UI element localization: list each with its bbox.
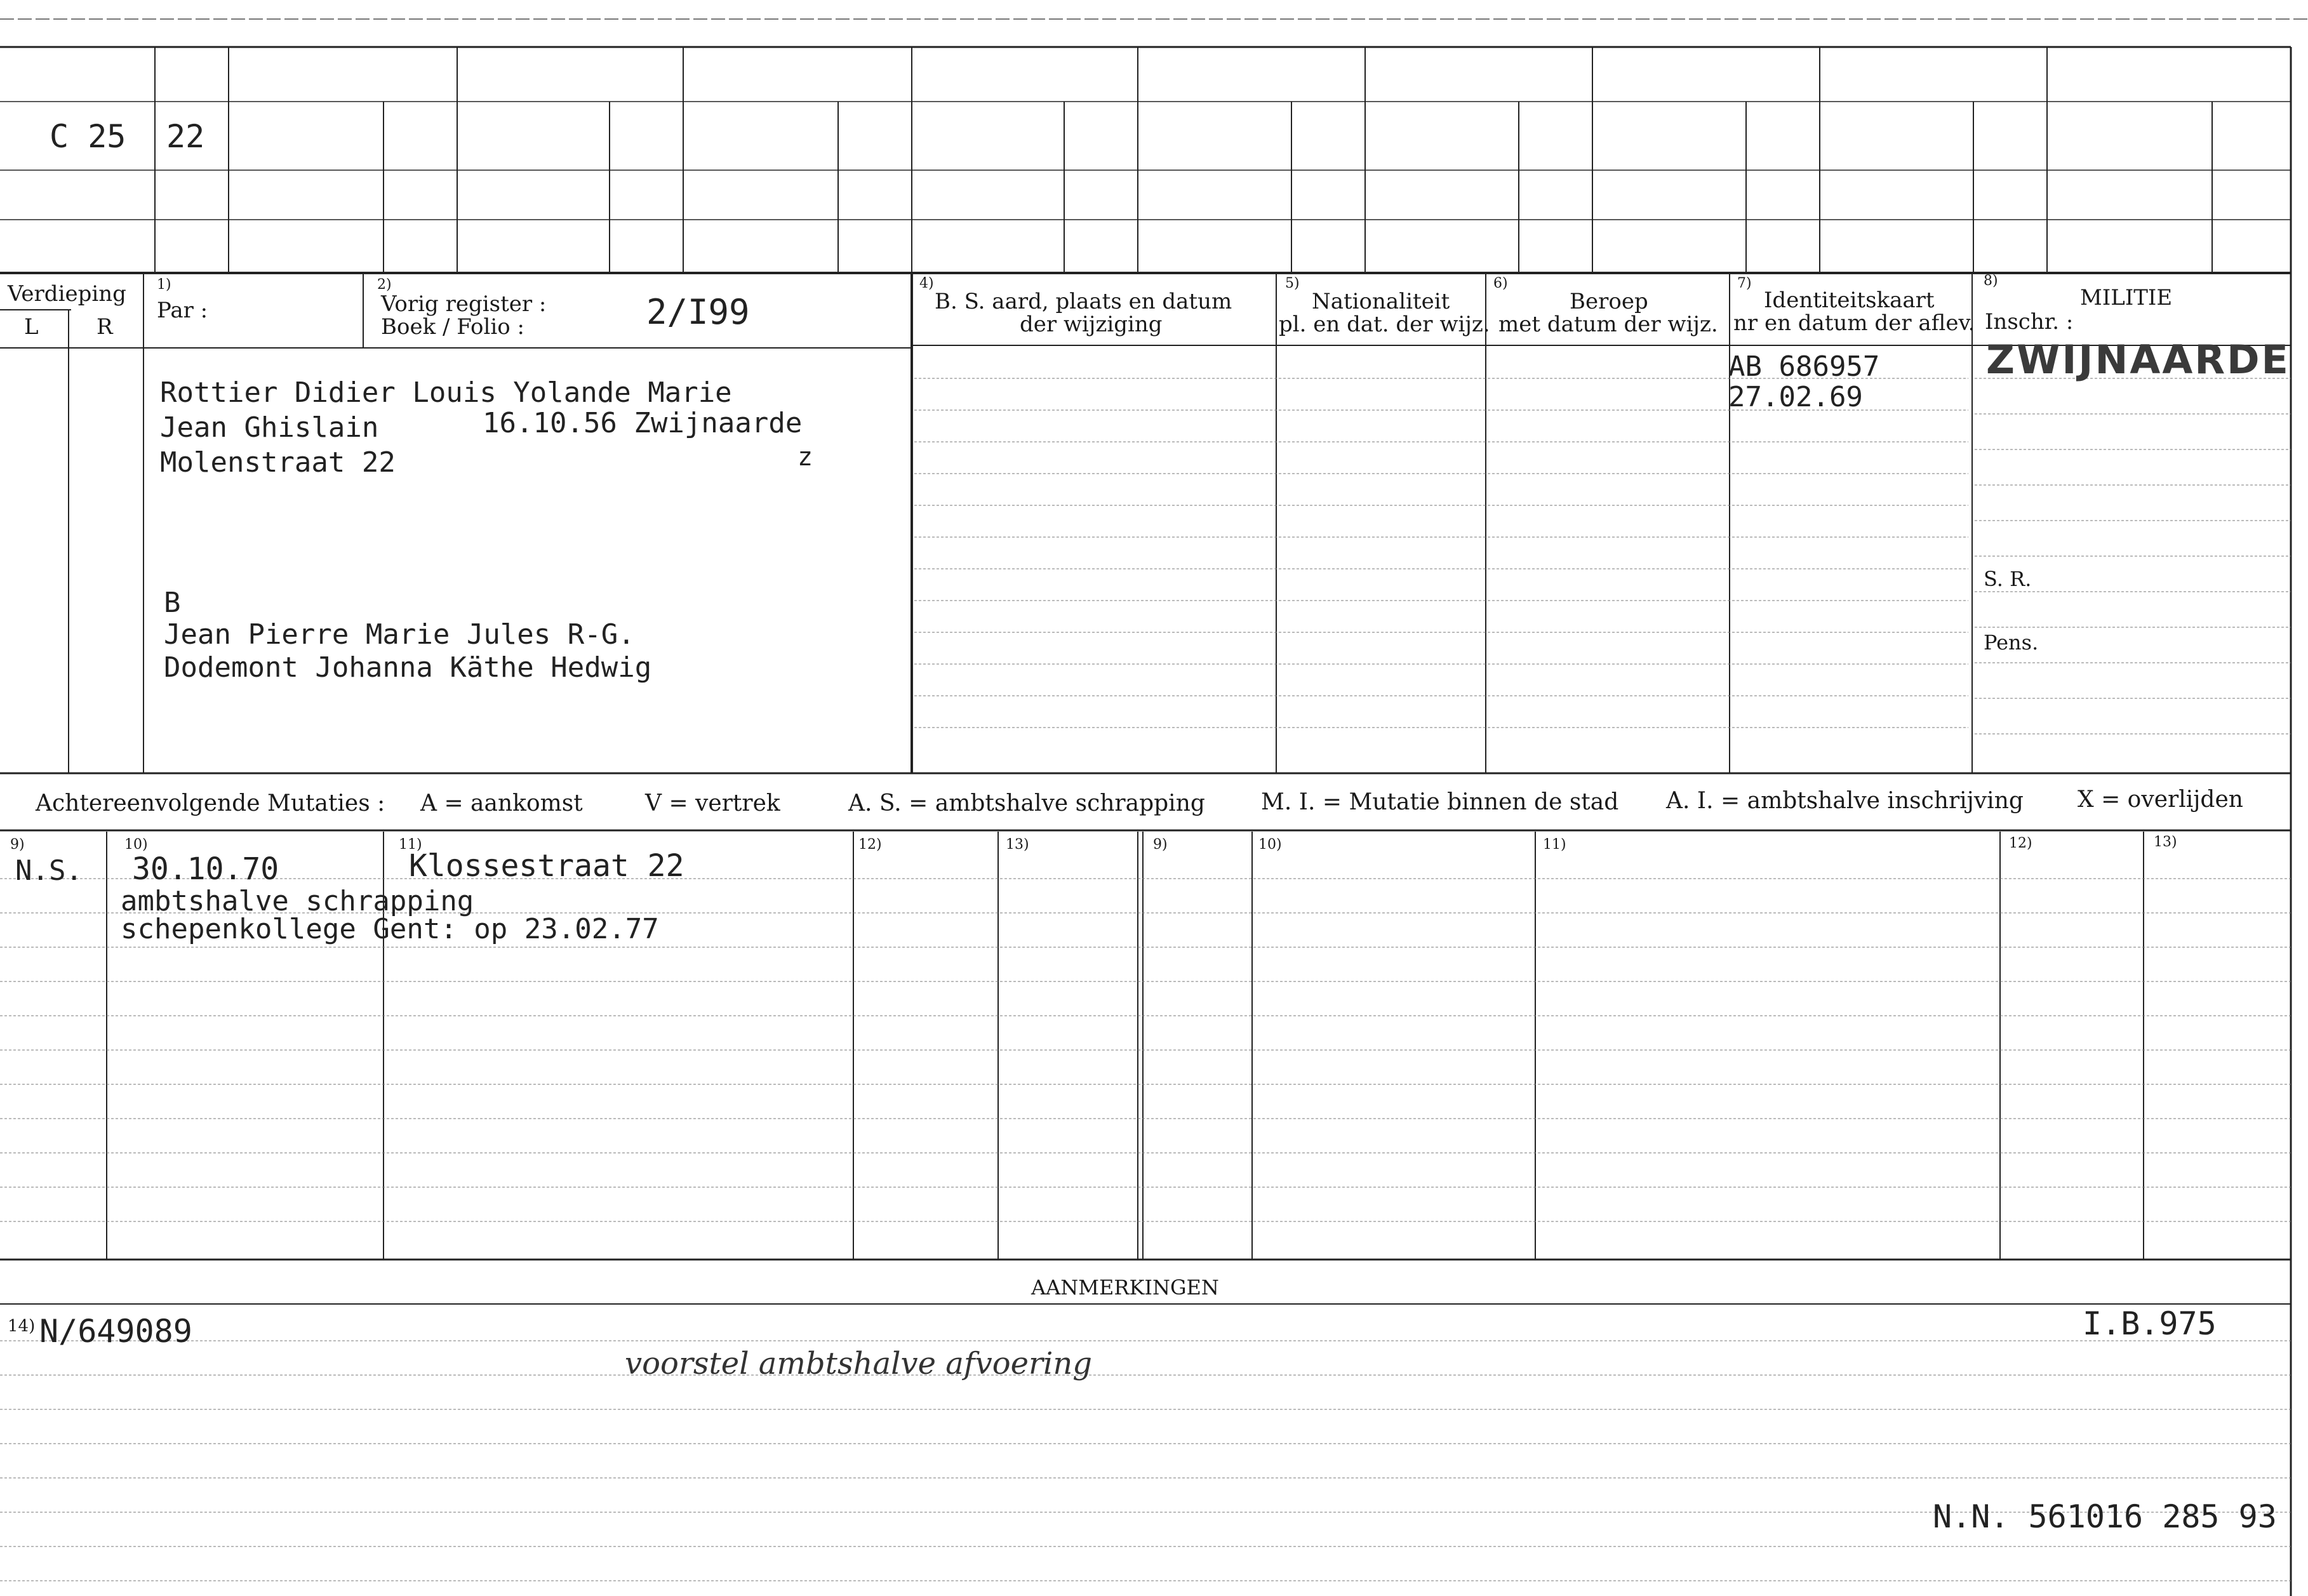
col5-header-line1: Nationaliteit bbox=[1312, 289, 1450, 314]
inschr-label: Inschr. : bbox=[1985, 309, 2074, 335]
vorig-register-label: Vorig register : bbox=[381, 291, 547, 317]
person-address: Molenstraat 22 bbox=[160, 446, 396, 479]
col7-header-line1: Identiteitskaart bbox=[1764, 288, 1935, 313]
mutation-date: 30.10.70 bbox=[132, 851, 279, 887]
pens-label: Pens. bbox=[1984, 630, 2039, 655]
top-code: C 25 bbox=[50, 118, 126, 155]
col2-number: 2) bbox=[377, 277, 392, 293]
col8-number: 8) bbox=[1984, 273, 1998, 289]
militie-stamp: ZWIJNAARDE bbox=[1986, 336, 2290, 383]
person-name-line: Rottier Didier Louis Yolande Marie bbox=[160, 376, 732, 409]
mutation-note-line1: ambtshalve schrapping bbox=[121, 885, 474, 917]
identity-card-date: 27.02.69 bbox=[1728, 381, 1863, 413]
par-label: Par : bbox=[157, 298, 208, 323]
mutation-code: N.S. bbox=[15, 855, 83, 887]
col4-header-line2: der wijziging bbox=[1020, 312, 1163, 337]
col6-header-line2: met datum der wijz. bbox=[1498, 312, 1718, 337]
mut-col-9-left: 9) bbox=[10, 837, 25, 853]
b-marker: B bbox=[164, 587, 181, 619]
boek-folio-label: Boek / Folio : bbox=[381, 314, 524, 340]
mut-col-9-right: 9) bbox=[1153, 837, 1168, 853]
top-number: 22 bbox=[166, 118, 205, 155]
legend-aankomst: A = aankomst bbox=[420, 790, 583, 816]
col4-number: 4) bbox=[919, 276, 934, 291]
mutations-legend-title: Achtereenvolgende Mutaties : bbox=[36, 790, 385, 816]
militie-header: MILITIE bbox=[2080, 285, 2173, 310]
remarks-handwritten-note: voorstel ambtshalve afvoering bbox=[625, 1346, 1092, 1381]
legend-ambtshalve-inschrijving: A. I. = ambtshalve inschrijving bbox=[1666, 788, 2024, 814]
col5-number: 5) bbox=[1285, 276, 1300, 291]
remarks-national-number: N.N. 561016 285 93 bbox=[1933, 1498, 2277, 1535]
col7-header-line2: nr en datum der aflev. bbox=[1733, 310, 1975, 336]
mutation-address: Klossestraat 22 bbox=[409, 848, 684, 884]
col1-number: 1) bbox=[157, 277, 171, 293]
col6-header-line1: Beroep bbox=[1570, 289, 1648, 314]
sr-label: S. R. bbox=[1984, 567, 2032, 591]
col4-header-line1: B. S. aard, plaats en datum bbox=[935, 289, 1232, 314]
remarks-number: 14) bbox=[8, 1317, 36, 1336]
identity-card-number: AB 686957 bbox=[1728, 350, 1880, 383]
register-value: 2/I99 bbox=[646, 292, 750, 332]
person-sex-mark: z bbox=[797, 442, 813, 472]
mut-col-12-right: 12) bbox=[2009, 835, 2032, 851]
mut-col-10-left: 10) bbox=[124, 837, 148, 853]
legend-ambtshalve-schrapping: A. S. = ambtshalve schrapping bbox=[848, 790, 1205, 816]
remarks-ib-number: I.B.975 bbox=[2083, 1305, 2217, 1342]
legend-vertrek: V = vertrek bbox=[645, 790, 780, 816]
remarks-file-number: N/649089 bbox=[39, 1313, 192, 1350]
col6-number: 6) bbox=[1493, 276, 1508, 291]
col7-number: 7) bbox=[1737, 276, 1752, 291]
mut-col-13-right: 13) bbox=[2154, 834, 2177, 850]
mut-col-11-right: 11) bbox=[1543, 837, 1566, 853]
legend-mutatie-binnen-stad: M. I. = Mutatie binnen de stad bbox=[1261, 789, 1619, 815]
legend-overlijden: X = overlijden bbox=[2078, 787, 2243, 813]
mut-col-12-left: 12) bbox=[858, 837, 882, 853]
verdieping-label: Verdieping bbox=[8, 281, 126, 307]
remarks-title: AANMERKINGEN bbox=[1031, 1275, 1219, 1300]
father-name: Jean Pierre Marie Jules R-G. bbox=[164, 618, 635, 651]
col5-header-line2: pl. en dat. der wijz. bbox=[1279, 312, 1490, 337]
right-label: R bbox=[97, 314, 113, 340]
mut-col-10-right: 10) bbox=[1258, 837, 1282, 853]
mother-name: Dodemont Johanna Käthe Hedwig bbox=[164, 651, 652, 684]
mut-col-11-left: 11) bbox=[399, 837, 422, 853]
person-first-names: Jean Ghislain bbox=[160, 411, 379, 444]
mutation-note-line2: schepenkollege Gent: op 23.02.77 bbox=[121, 913, 659, 945]
mut-col-13-left: 13) bbox=[1006, 837, 1029, 853]
person-birth: 16.10.56 Zwijnaarde bbox=[483, 407, 803, 439]
left-label: L bbox=[24, 314, 39, 340]
